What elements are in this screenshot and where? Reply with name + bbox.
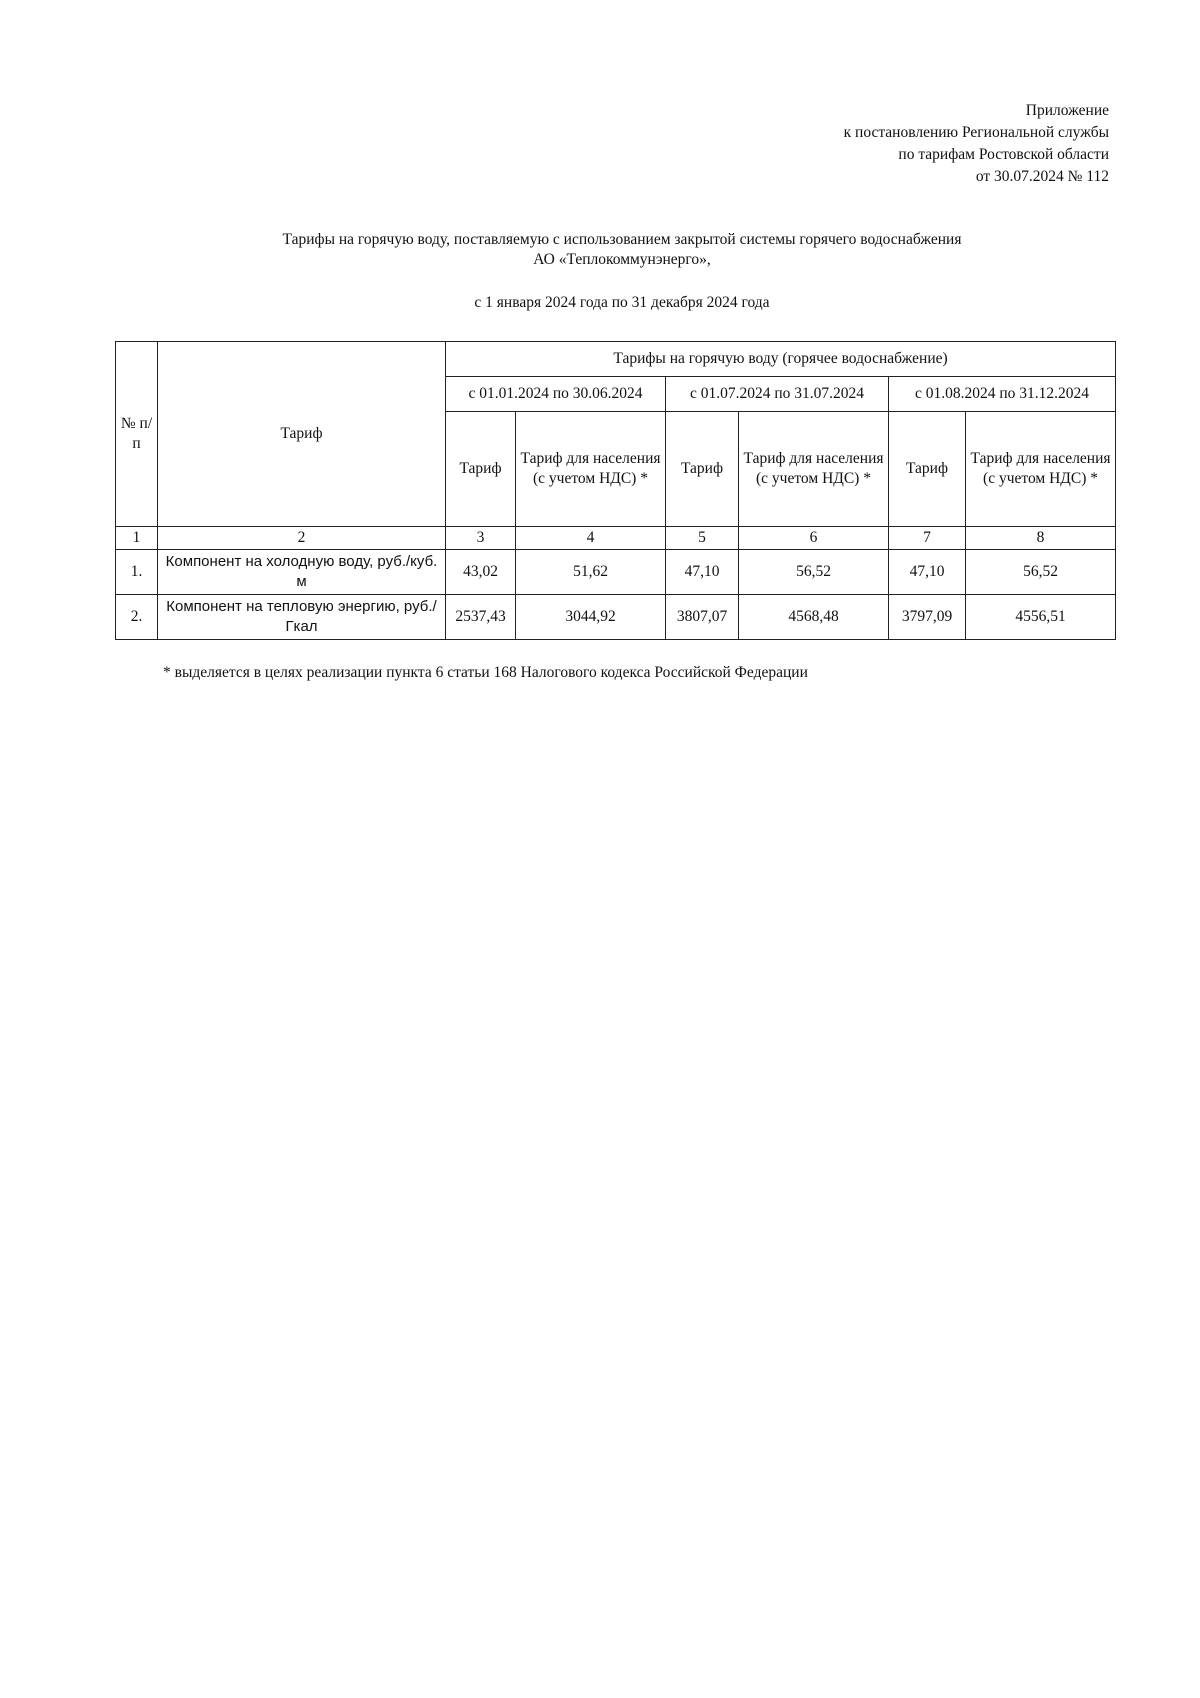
row-value: 3807,07	[666, 595, 739, 640]
table-row	[116, 550, 1116, 595]
appendix-line: к постановлению Региональной службы	[843, 124, 1109, 141]
column-number: 1	[116, 527, 158, 550]
appendix-header	[844, 100, 1109, 188]
header-group: Тарифы на горячую воду (горячее водоснабжение)	[446, 342, 1116, 377]
header-sub-population: Тариф для населения (с учетом НДС) *	[516, 412, 666, 527]
appendix-line: Приложение	[1025, 102, 1109, 119]
title-line: Тарифы на горячую воду, поставляемую с использованием закрытой системы горячего водоснабжения	[282, 231, 962, 248]
row-value: 3797,09	[889, 595, 966, 640]
row-value: 43,02	[446, 550, 516, 595]
row-value: 56,52	[739, 550, 889, 595]
row-number: 2.	[116, 595, 158, 640]
validity-period: с 1 января 2024 года по 31 декабря 2024 года	[474, 294, 770, 311]
row-value: 3044,92	[516, 595, 666, 640]
title-line: АО «Теплокоммунэнерго»,	[533, 251, 711, 268]
column-number: 4	[516, 527, 666, 550]
column-number: 3	[446, 527, 516, 550]
header-tariff: Тариф	[158, 342, 446, 527]
header-number: № п/п	[116, 342, 158, 527]
header-sub-tariff: Тариф	[666, 412, 739, 527]
row-value: 47,10	[666, 550, 739, 595]
row-value: 47,10	[889, 550, 966, 595]
row-value: 4568,48	[739, 595, 889, 640]
column-number: 6	[739, 527, 889, 550]
appendix-line: по тарифам Ростовской области	[898, 146, 1109, 163]
header-period: с 01.07.2024 по 31.07.2024	[666, 377, 889, 412]
row-number: 1.	[116, 550, 158, 595]
header-sub-population: Тариф для населения (с учетом НДС) *	[966, 412, 1116, 527]
row-name: Компонент на тепловую энергию, руб./Гкал	[158, 595, 446, 640]
table-row	[116, 595, 1116, 640]
row-value: 4556,51	[966, 595, 1116, 640]
column-number: 7	[889, 527, 966, 550]
row-value: 56,52	[966, 550, 1116, 595]
appendix-line: от 30.07.2024 № 112	[975, 168, 1109, 185]
document-title	[0, 230, 1200, 270]
column-number: 8	[966, 527, 1116, 550]
column-number: 2	[158, 527, 446, 550]
header-period: с 01.01.2024 по 30.06.2024	[446, 377, 666, 412]
header-sub-tariff: Тариф	[446, 412, 516, 527]
row-name: Компонент на холодную воду, руб./куб. м	[158, 550, 446, 595]
header-sub-tariff: Тариф	[889, 412, 966, 527]
tariff-table	[115, 341, 1116, 640]
row-value: 2537,43	[446, 595, 516, 640]
row-value: 51,62	[516, 550, 666, 595]
column-number: 5	[666, 527, 739, 550]
header-period: с 01.08.2024 по 31.12.2024	[889, 377, 1116, 412]
footnote: * выделяется в целях реализации пункта 6 статьи 168 Налогового кодекса Российской Федерации	[163, 664, 808, 681]
header-sub-population: Тариф для населения (с учетом НДС) *	[739, 412, 889, 527]
